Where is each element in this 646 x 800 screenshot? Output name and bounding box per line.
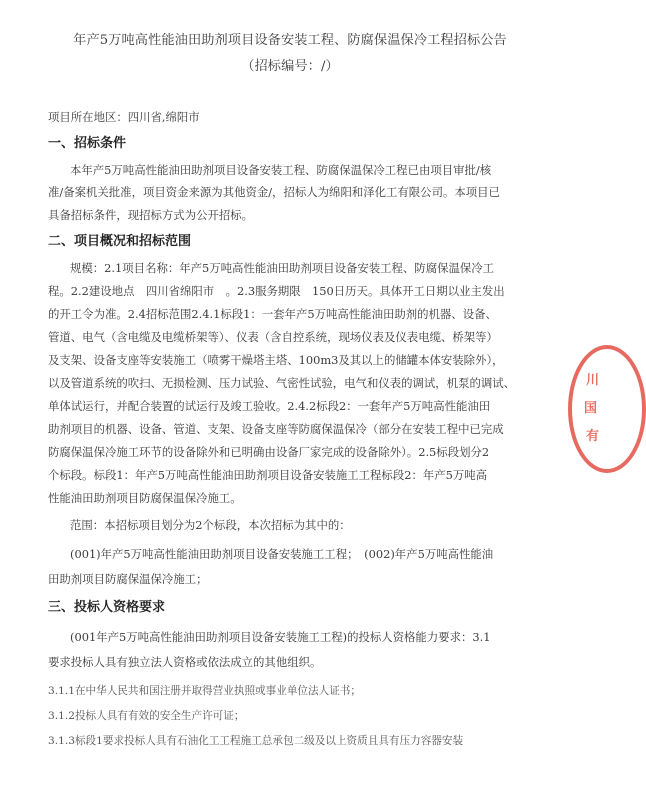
paragraph-line: 的开工令为准。2.4招标范围2.4.1标段1：一套年产5万吨高性能油田助剂的机器、设备、 [48,307,497,321]
paragraph-line: 防腐保温保冷施工环节的设备除外和已明确由设备厂家完成的设备除外）。2.5标段划分2 [48,445,490,459]
paragraph-line: 3.1.3标段1要求投标人具有石油化工工程施工总承包二级及以上资质且具有压力容器安装 [48,735,464,747]
paragraph-line: 单体试运行，并配合装置的试运行及竣工验收。2.4.2标段2：一套年产5万吨高性能油田 [48,399,491,413]
official-seal: 川 国 有 [568,345,646,473]
paragraph-line: 范围：本招标项目划分为2个标段，本次招标为其中的： [70,518,351,532]
paragraph-line: 性能油田助剂项目防腐保温保冷施工。 [48,491,242,505]
paragraph-line: 及支架、设备支座等安装施工（喷雾干燥塔主塔、100m3及其以上的储罐本体安装除外）， [48,353,504,367]
paragraph-line: 准/备案机关批准，项目资金来源为其他资金/，招标人为绵阳和泽化工有限公司。本项目已 [48,185,500,199]
paragraph-line: 程。2.2建设地点 四川省绵阳市 。2.3服务期限 150日历天。具体开工日期以业主发出 [48,284,505,298]
paragraph-line: 个标段。标段1：年产5万吨高性能油田助剂项目设备安装施工工程标段2：年产5万吨高 [48,468,488,482]
paragraph-line: (001)年产5万吨高性能油田助剂项目设备安装施工工程； (002)年产5万吨高性能油 [70,547,494,561]
paragraph-line: 要求投标人具有独立法人资格或依法成立的其他组织。 [48,655,322,669]
paragraph-line: 管道、电气（含电缆及电缆桥架等）、仪表（含自控系统，现场仪表及仪表电缆、桥架等） [48,330,498,344]
section-heading-1: 一、招标条件 [48,136,127,151]
section-heading-2: 二、项目概况和招标范围 [48,234,192,249]
paragraph-line: 规模：2.1项目名称：年产5万吨高性能油田助剂项目设备安装工程、防腐保温保冷工 [70,261,495,275]
paragraph-line: 助剂项目的机器、设备、管道、支架、设备支座等防腐保温保冷（部分在安装工程中已完成 [48,422,504,436]
section-heading-3: 三、投标人资格要求 [48,600,166,615]
project-location: 项目所在地区：四川省,绵阳市 [48,110,200,124]
document-title: 年产5万吨高性能油田助剂项目设备安装工程、防腐保温保冷工程招标公告 [73,33,507,48]
paragraph-line: (001年产5万吨高性能油田助剂项目设备安装施工工程)的投标人资格能力要求：3.1 [70,630,491,644]
paragraph-line: 以及管道系统的吹扫、无损检测、压力试验、气密性试验，电气和仪表的调试，机泵的调试、 [48,376,516,390]
paragraph-line: 3.1.1在中华人民共和国注册并取得营业执照或事业单位法人证书； [48,685,361,697]
paragraph-line: 田助剂项目防腐保温保冷施工； [48,572,208,586]
paragraph-line: 具备招标条件，现招标方式为公开招标。 [48,208,254,222]
tender-number: （招标编号：/） [241,59,339,74]
paragraph-line: 3.1.2投标人具有有效的安全生产许可证； [48,710,245,722]
paragraph-line: 本年产5万吨高性能油田助剂项目设备安装工程、防腐保温保冷工程已由项目审批/核 [70,163,492,177]
